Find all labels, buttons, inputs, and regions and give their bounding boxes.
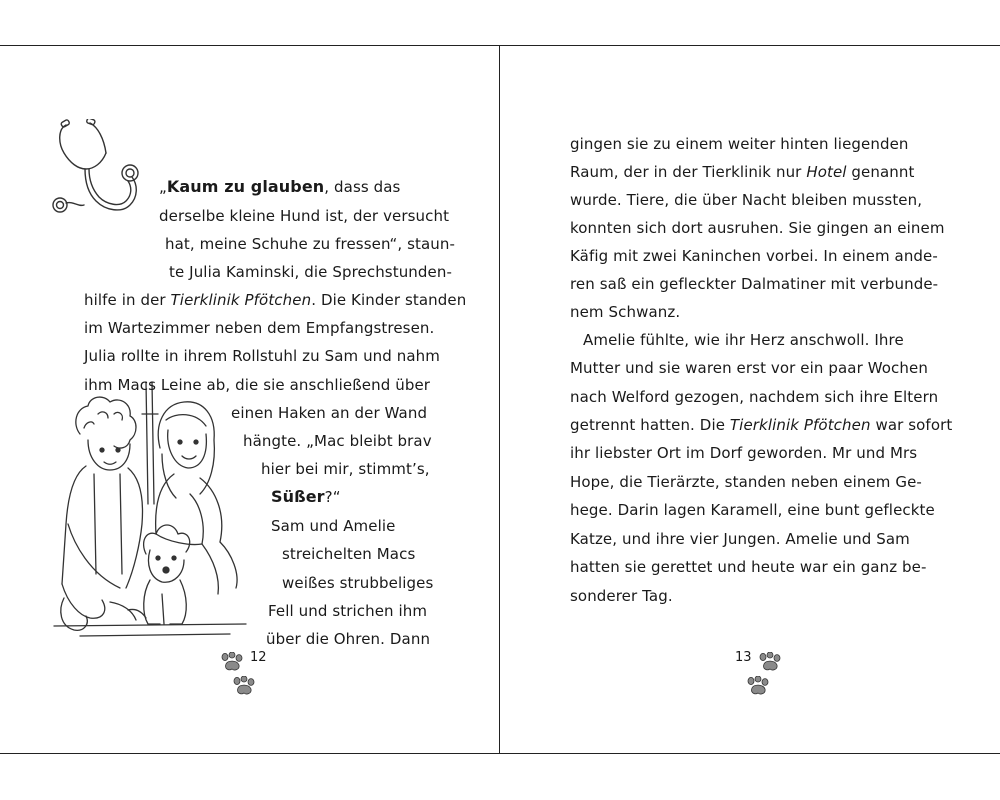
text-line: im Wartezimmer neben dem Empfangstresen. [84, 319, 435, 337]
text-line: Mutter und sie waren erst vor ein paar Wochen [570, 359, 928, 377]
text-line: Fell und strichen ihm [268, 602, 428, 620]
text-line: hege. Darin lagen Karamell, eine bunt gefleckte [570, 501, 935, 519]
children-with-dog-illustration [50, 374, 260, 644]
book-spread [0, 45, 1000, 754]
paw-print-icon [232, 676, 258, 698]
text-line: Raum, der in der Tierklinik nur Hotel genannt [570, 163, 915, 181]
text-line: hatten sie gerettet und heute war ein ganz be- [570, 558, 927, 576]
text-line: Katze, und ihre vier Jungen. Amelie und Sam [570, 530, 910, 548]
paw-print-icon [746, 676, 772, 698]
text-line: getrennt hatten. Die Tierklinik Pfötchen war sofort [570, 416, 953, 434]
text-line: Sam und Amelie [271, 517, 396, 535]
text-line: einen Haken an der Wand [231, 404, 428, 422]
text-line: nem Schwanz. [570, 303, 681, 321]
text-line: gingen sie zu einem weiter hinten liegenden [570, 135, 909, 153]
text-line: nach Welford gezogen, nachdem sich ihre Eltern [570, 388, 939, 406]
text-line: Käfig mit zwei Kaninchen vorbei. In einem ande- [570, 247, 938, 265]
text-line: Süßer?“ [271, 487, 341, 506]
text-line: streichelten Macs [282, 545, 416, 563]
text-line: wurde. Tiere, die über Nacht bleiben mussten, [570, 191, 923, 209]
text-line: derselbe kleine Hund ist, der versucht [159, 207, 450, 225]
page-gutter [499, 46, 500, 753]
text-line: weißes strubbeliges [282, 574, 434, 592]
text-line: Amelie fühlte, wie ihr Herz anschwoll. Ihre [583, 331, 904, 349]
text-line: hängte. „Mac bleibt brav [243, 432, 432, 450]
text-line: Julia rollte in ihrem Rollstuhl zu Sam und nahm [84, 347, 440, 365]
text-line: ren saß ein gefleckter Dalmatiner mit verbunde- [570, 275, 939, 293]
text-line: „Kaum zu glauben, dass das [159, 177, 401, 196]
text-line: ihr liebster Ort im Dorf geworden. Mr und Mrs [570, 444, 918, 462]
page-number: 13 [735, 650, 752, 665]
text-line: hilfe in der Tierklinik Pfötchen. Die Kinder standen [84, 291, 467, 309]
page-number: 12 [250, 650, 267, 665]
text-line: sonderer Tag. [570, 587, 673, 605]
text-line: konnten sich dort ausruhen. Sie gingen an einem [570, 219, 945, 237]
text-line: te Julia Kaminski, die Sprechstunden- [169, 263, 452, 281]
text-line: über die Ohren. Dann [266, 630, 431, 648]
text-line: hier bei mir, stimmt’s, [261, 460, 430, 478]
text-line: hat, meine Schuhe zu fressen“, staun- [165, 235, 456, 253]
paw-print-icon [758, 652, 784, 674]
stethoscope-icon [52, 119, 147, 224]
paw-print-icon [220, 652, 246, 674]
text-line: ihm Macs Leine ab, die sie anschließend über [84, 376, 431, 394]
text-line: Hope, die Tierärzte, standen neben einem Ge- [570, 473, 922, 491]
